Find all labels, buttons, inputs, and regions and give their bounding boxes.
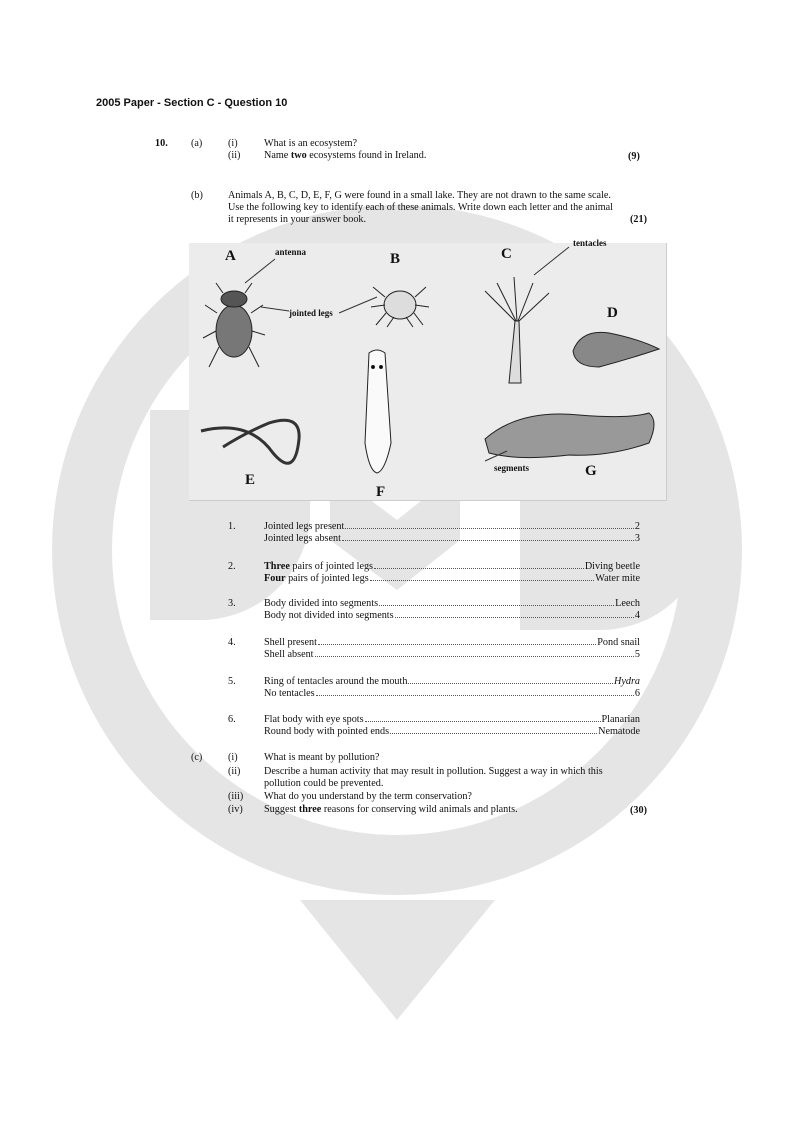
part-a-i-text: What is an ecosystem? <box>264 138 358 149</box>
mite-drawing <box>339 287 429 327</box>
page-header: 2005 Paper - Section C - Question 10 <box>96 97 288 109</box>
key-step-number: 4. <box>228 637 236 648</box>
key-line <box>264 598 640 610</box>
key-line-text: Flat body with eye spots <box>264 714 364 725</box>
nematode-drawing <box>201 420 299 463</box>
key-line <box>264 521 640 533</box>
key-line <box>264 637 640 649</box>
letter-f: F <box>376 484 386 500</box>
hydra-drawing <box>485 247 569 383</box>
part-a-ii-label: (ii) <box>228 150 241 161</box>
part-c-i-label: (i) <box>228 752 238 763</box>
key-line-result: Diving beetle <box>584 561 640 572</box>
key-step-number: 6. <box>228 714 236 725</box>
key-line-result: 5 <box>634 649 640 660</box>
key-line-result: 4 <box>634 610 640 621</box>
key-step-number: 2. <box>228 561 236 572</box>
part-c-iv-label: (iv) <box>228 804 243 815</box>
part-b-line-2: Use the following key to identify each of these animals. Write down each letter and the animal <box>228 202 613 213</box>
key-line-text: Body not divided into segments <box>264 610 394 621</box>
key-line <box>264 561 640 573</box>
key-line-text: Four pairs of jointed legs <box>264 573 369 584</box>
key-line-result: Planarian <box>601 714 640 725</box>
label-tentacles: tentacles <box>573 238 607 248</box>
key-line <box>264 573 640 585</box>
key-line-result: 2 <box>634 521 640 532</box>
part-c-ii-label: (ii) <box>228 766 241 777</box>
part-b-label: (b) <box>191 190 203 201</box>
key-line-result: Pond snail <box>597 637 640 648</box>
part-c-marks: (30) <box>630 805 647 816</box>
key-step-number: 3. <box>228 598 236 609</box>
part-c-iv-text: Suggest three reasons for conserving wild animals and plants. <box>264 804 518 815</box>
key-line-text: Shell absent <box>264 649 314 660</box>
label-segments: segments <box>494 463 529 473</box>
letter-d: D <box>607 305 618 321</box>
part-a-ii-text: Name two ecosystems found in Ireland. <box>264 150 427 161</box>
key-line-result: Water mite <box>595 573 640 584</box>
key-line <box>264 726 640 738</box>
key-line-result: 6 <box>634 688 640 699</box>
key-line-text: Shell present <box>264 637 317 648</box>
snail-drawing <box>573 332 659 367</box>
part-c-ii-text-2: pollution could be prevented. <box>264 778 384 789</box>
key-line-result: Leech <box>615 598 640 609</box>
label-jointed-legs: jointed legs <box>289 308 333 318</box>
key-line-result: 3 <box>634 533 640 544</box>
animals-drawing <box>189 243 666 500</box>
part-c-iii-text: What do you understand by the term conservation? <box>264 791 472 802</box>
key-step-number: 1. <box>228 521 236 532</box>
key-line-text: Round body with pointed ends <box>264 726 390 737</box>
leech-drawing <box>485 413 654 461</box>
key-line-text: Jointed legs absent <box>264 533 341 544</box>
key-line <box>264 714 640 726</box>
planarian-drawing <box>365 350 391 473</box>
key-line <box>264 610 640 622</box>
key-line-text: No tentacles <box>264 688 315 699</box>
key-line-text: Ring of tentacles around the mouth <box>264 676 408 687</box>
part-b-line-1: Animals A, B, C, D, E, F, G were found in a small lake. They are not drawn to the same scale. <box>228 190 611 201</box>
animals-figure <box>189 238 667 501</box>
part-b-marks: (21) <box>630 214 647 225</box>
part-a-marks: (9) <box>628 151 640 162</box>
part-c-i-text: What is meant by pollution? <box>264 752 380 763</box>
part-c-label: (c) <box>191 752 203 763</box>
key-line <box>264 676 640 688</box>
letter-c: C <box>501 246 512 262</box>
question-number: 10. <box>155 138 168 149</box>
key-line <box>264 688 640 700</box>
letter-g: G <box>585 463 597 479</box>
part-b-line-3: it represents in your answer book. <box>228 214 367 225</box>
letter-a: A <box>225 248 236 264</box>
part-a-label: (a) <box>191 138 203 149</box>
label-antenna: antenna <box>275 247 307 257</box>
key-line-text: Body divided into segments <box>264 598 379 609</box>
key-line-text: Jointed legs present <box>264 521 345 532</box>
key-line-text: Three pairs of jointed legs <box>264 561 374 572</box>
key-line-result: Nematode <box>598 726 640 737</box>
key-step-number: 5. <box>228 676 236 687</box>
beetle-drawing <box>203 259 289 367</box>
part-c-ii-text: Describe a human activity that may result in pollution. Suggest a way in which this <box>264 766 603 777</box>
key-line <box>264 533 640 545</box>
letter-e: E <box>245 472 256 488</box>
letter-b: B <box>390 251 401 267</box>
key-line <box>264 649 640 661</box>
part-a-i-label: (i) <box>228 138 238 149</box>
key-line-result: Hydra <box>613 676 640 687</box>
part-c-iii-label: (iii) <box>228 791 244 802</box>
